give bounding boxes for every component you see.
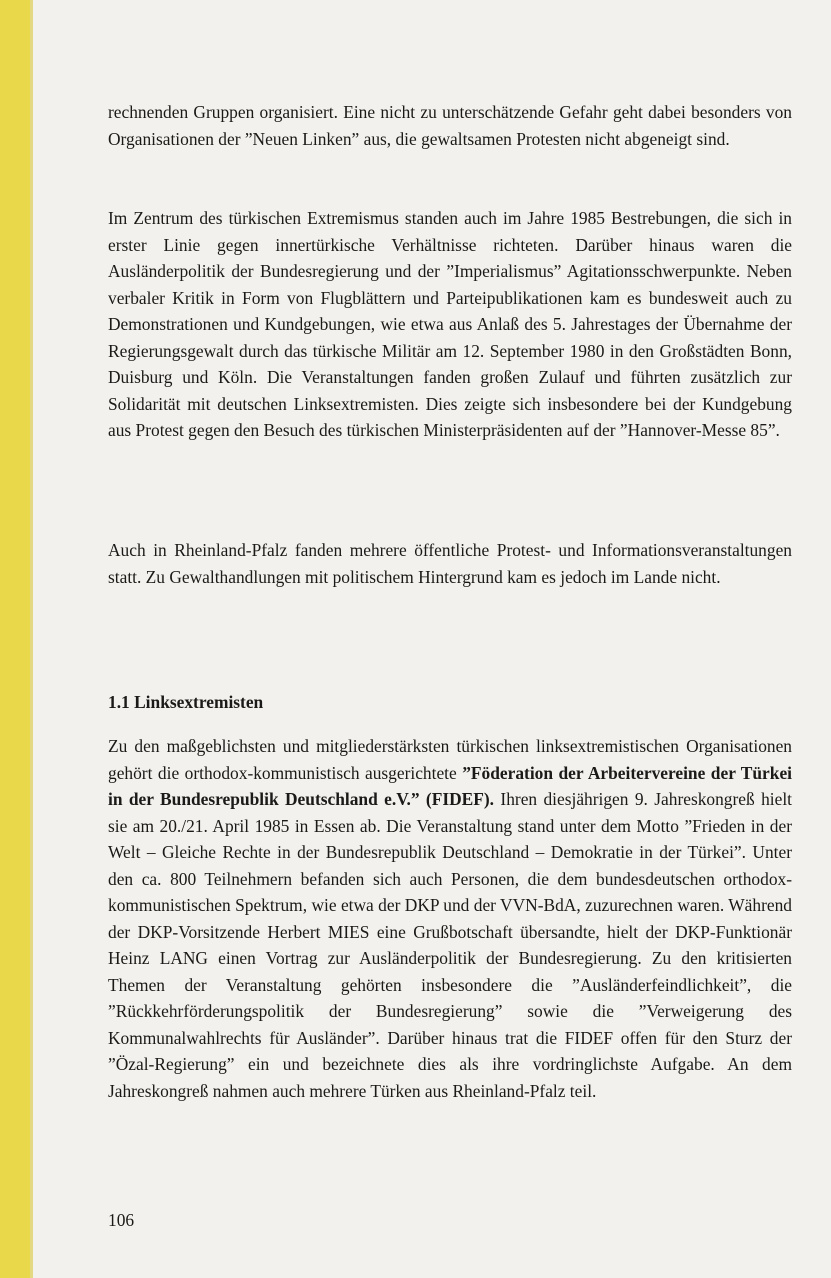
paragraph-2 [108, 205, 792, 444]
paragraph-3 [108, 537, 792, 590]
paragraph-1 [108, 99, 792, 152]
organization-name: ”Föderation der Arbeitervereine der Türkei in der Bundesrepublik Deutschland e.V.” (FIDEF). [108, 762, 792, 809]
yellow-binding-strip [0, 0, 30, 1278]
binding-edge [30, 0, 33, 1278]
paragraph-4 [108, 733, 792, 1104]
page-number: 106 [108, 1210, 135, 1230]
paragraph-4-intro: Zu den maßgeblichsten und mitgliederstärksten türkischen linksextremistischen Organisationen gehört die orthodox-kommunistisch ausgerichtete [108, 736, 792, 783]
paragraph-3-text: Auch in Rheinland-Pfalz fanden mehrere öffentliche Protest- und Informationsveranstaltungen statt. Zu Gewalthandlungen mit politischem Hintergrund kam es jedoch im Lande nicht. [108, 540, 792, 587]
paragraph-1-text: rechnenden Gruppen organisiert. Eine nicht zu unterschätzende Gefahr geht dabei besonders von Organisationen der ”Neuen Linken” aus, die gewaltsamen Protesten nicht abgeneigt sind. [108, 102, 792, 149]
section-heading: 1.1 Linksextremisten [108, 692, 264, 712]
paragraph-4-rest: Ihren diesjährigen 9. Jahreskongreß hielt sie am 20./21. April 1985 in Essen ab. Die Veranstaltung stand unter dem Motto ”Frieden in der Welt – Gleiche Rechte in der Bundesrepublik Deutschland – Demokratie in der Türkei”. Unter den ca. 800 Teilnehmern befanden sich auch Personen, die dem bundesdeutschen orthodox-kommunistischen Spektrum, wie etwa der DKP und der VVN-BdA, zuzurechnen waren. Während der DKP-Vorsitzende Herbert MIES eine Grußbotschaft übersandte, hielt der DKP-Funktionär Heinz LANG einen Vortrag zur Ausländerpolitik der Bundesregierung. Zu den kritisierten Themen der Veranstaltung gehörten insbesondere die ”Ausländerfeindlichkeit”, die ”Rückkehrförderungspolitik der Bundesregierung” sowie die ”Verweigerung des Kommunalwahlrechts für Ausländer”. Darüber hinaus trat die FIDEF offen für den Sturz der ”Özal-Regierung” ein und bezeichnete dies als ihre vordringlichste Aufgabe. An dem Jahreskongreß nahmen auch mehrere Türken aus Rheinland-Pfalz teil. [108, 789, 792, 1101]
paragraph-2-text: Im Zentrum des türkischen Extremismus standen auch im Jahre 1985 Bestrebungen, die sich in erster Linie gegen innertürkische Verhältnisse richteten. Darüber hinaus waren die Ausländerpolitik der Bundesregierung und der ”Imperialismus” Agitationsschwerpunkte. Neben verbaler Kritik in Form von Flugblättern und Parteipublikationen kam es bundesweit auch zu Demonstrationen und Kundgebungen, wie etwa aus Anlaß des 5. Jahrestages der Übernahme der Regierungsgewalt durch das türkische Militär am 12. September 1980 in den Großstädten Bonn, Duisburg und Köln. Die Veranstaltungen fanden großen Zulauf und führten zusätzlich zur Solidarität mit deutschen Linksextremisten. Dies zeigte sich insbesondere bei der Kundgebung aus Protest gegen den Besuch des türkischen Ministerpräsidenten auf der ”Hannover-Messe 85”. [108, 208, 792, 440]
paragraph-4-text [108, 733, 792, 1104]
